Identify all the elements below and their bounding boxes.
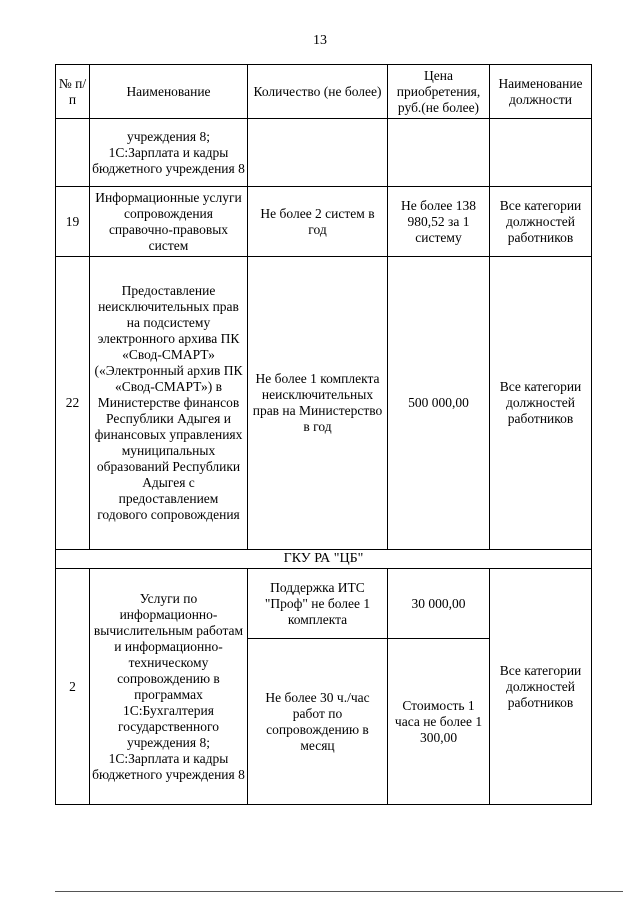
cell-qty: Не более 1 комплекта неисключительных прав на Министерство в год <box>248 257 388 550</box>
header-qty: Количество (не более) <box>248 65 388 119</box>
cell-num: 22 <box>56 257 90 550</box>
bottom-rule <box>55 891 623 892</box>
header-price: Цена приобретения, руб.(не более) <box>388 65 490 119</box>
cell-num: 2 <box>56 569 90 805</box>
cell-qty <box>248 119 388 187</box>
cell-position: Все категории должностей работников <box>490 569 592 805</box>
cell-position: Все категории должностей работников <box>490 257 592 550</box>
cell-position <box>490 119 592 187</box>
cell-qty: Не более 2 систем в год <box>248 187 388 257</box>
cell-price: Стоимость 1 часа не более 1 300,00 <box>388 639 490 805</box>
cell-name: учреждения 8; 1С:Зарплата и кадры бюджетного учреждения 8 <box>90 119 248 187</box>
cell-name: Предоставление неисключительных прав на подсистему электронного архива ПК «Свод-СМАРТ» («Электронный архив ПК «Свод-СМАРТ») в Министерстве финансов Республики Адыгея и финансовых управлениях муниципальных образований Республики Адыгея с предоставлением годового сопровождения <box>90 257 248 550</box>
cell-num: 19 <box>56 187 90 257</box>
cell-price: 500 000,00 <box>388 257 490 550</box>
cell-price <box>388 119 490 187</box>
table-row-2 <box>56 569 592 639</box>
table-row-22 <box>56 257 592 550</box>
header-name: Наименование <box>90 65 248 119</box>
header-position: Наименование должности <box>490 65 592 119</box>
page-number: 13 <box>313 33 327 48</box>
cell-num <box>56 119 90 187</box>
header-num: № п/п <box>56 65 90 119</box>
table-row-19 <box>56 187 592 257</box>
cell-qty: Поддержка ИТС "Проф" не более 1 комплекта <box>248 569 388 639</box>
table-row-continued <box>56 119 592 187</box>
cell-name: Информационные услуги сопровождения справочно-правовых систем <box>90 187 248 257</box>
table-header-row <box>56 65 592 119</box>
procurement-table <box>55 64 592 805</box>
cell-position: Все категории должностей работников <box>490 187 592 257</box>
cell-name: Услуги по информационно-вычислительным работам и информационно-техническому сопровождению в программах 1С:Бухгалтерия государственного учреждения 8; 1С:Зарплата и кадры бюджетного учреждения 8 <box>90 569 248 805</box>
cell-price: 30 000,00 <box>388 569 490 639</box>
cell-price: Не более 138 980,52 за 1 систему <box>388 187 490 257</box>
section-title: ГКУ РА "ЦБ" <box>56 550 592 569</box>
cell-qty: Не более 30 ч./час работ по сопровождению в месяц <box>248 639 388 805</box>
section-header-row <box>56 550 592 569</box>
